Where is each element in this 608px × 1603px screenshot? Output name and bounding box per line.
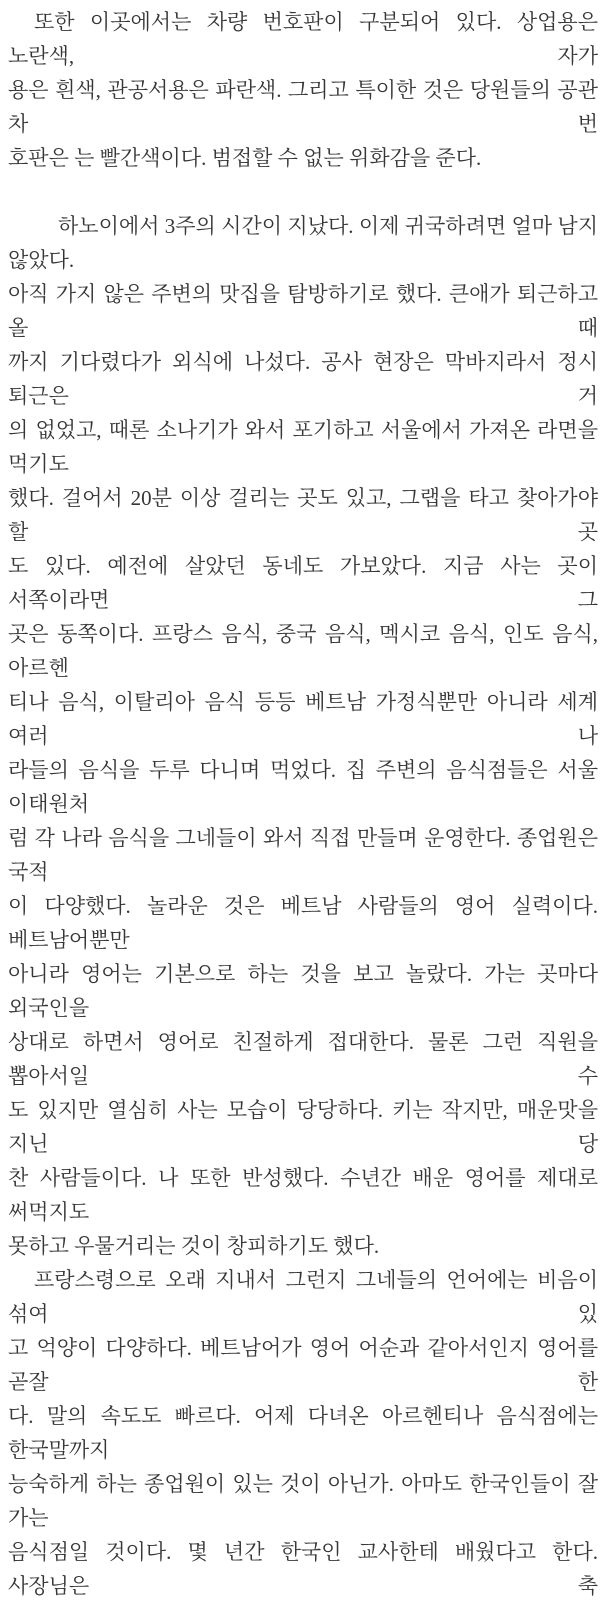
paragraph-1 bbox=[8, 5, 598, 175]
text-line: 호판은 는 빨간색이다. 범접할 수 없는 위화감을 준다. bbox=[8, 146, 482, 170]
text-line: 아니라 영어는 기본으로 하는 것을 보고 놀랐다. 가는 곳마다 외국인을 bbox=[8, 962, 598, 1020]
text-line: 했다. 걸어서 20분 이상 걸리는 곳도 있고, 그랩을 타고 찾아가야 할 곳 bbox=[8, 486, 598, 544]
text-line: 다. 말의 속도도 빠르다. 어제 다녀온 아르헨티나 음식점에는 한국말까지 bbox=[8, 1404, 598, 1462]
text-line: 찬 사람들이다. 나 또한 반성했다. 수년간 배운 영어를 제대로 써먹지도 bbox=[8, 1166, 598, 1224]
text-line: 티나 음식, 이탈리아 음식 등등 베트남 가정식뿐만 아니라 세계 여러 나 bbox=[8, 690, 598, 748]
text-line: 고 억양이 다양하다. 베트남어가 영어 어순과 같아서인지 영어를 곧잘 한 bbox=[8, 1336, 598, 1394]
text-line: 프랑스령으로 오래 지내서 그런지 그네들의 언어에는 비음이 섞여 있 bbox=[8, 1268, 598, 1326]
text-line: 럼 각 나라 음식을 그네들이 와서 직접 만들며 운영한다. 종업원은 국적 bbox=[8, 826, 598, 884]
text-line: 라들의 음식을 두루 다니며 먹었다. 집 주변의 음식점들은 서울 이태원처 bbox=[8, 758, 598, 816]
paragraph-3 bbox=[8, 1263, 598, 1603]
text-line: 상대로 하면서 영어로 친절하게 접대한다. 물론 그런 직원을 뽑아서일 수 bbox=[8, 1030, 598, 1088]
text-line: 이 다양했다. 놀라운 것은 베트남 사람들의 영어 실력이다. 베트남어뿐만 bbox=[8, 894, 598, 952]
text-line: 도 있다. 예전에 살았던 동네도 가보았다. 지금 사는 곳이 서쪽이라면 그 bbox=[8, 554, 598, 612]
text-line: 못하고 우물거리는 것이 창피하기도 했다. bbox=[8, 1234, 380, 1258]
text-line: 능숙하게 하는 종업원이 있는 것이 아닌가. 아마도 한국인들이 잘 가는 bbox=[8, 1472, 598, 1530]
text-line: 까지 기다렸다가 외식에 나섰다. 공사 현장은 막바지라서 정시 퇴근은 거 bbox=[8, 350, 598, 408]
text-line: 하노이에서 3주의 시간이 지났다. 이제 귀국하려면 얼마 남지 않았다. bbox=[8, 214, 598, 272]
paragraph-2 bbox=[8, 209, 598, 1263]
text-line: 곳은 동쪽이다. 프랑스 음식, 중국 음식, 멕시코 음식, 인도 음식, 아르헨 bbox=[8, 622, 598, 680]
text-line: 도 있지만 열심히 사는 모습이 당당하다. 키는 작지만, 매운맛을 지닌 당 bbox=[8, 1098, 598, 1156]
text-line: 음식점일 것이다. 몇 년간 한국인 교사한테 배웠다고 한다. 사장님은 축 bbox=[8, 1540, 598, 1598]
text-line: 아직 가지 않은 주변의 맛집을 탐방하기로 했다. 큰애가 퇴근하고 올 때 bbox=[8, 282, 598, 340]
text-line: 또한 이곳에서는 차량 번호판이 구분되어 있다. 상업용은 노란색, 자가 bbox=[8, 10, 598, 68]
text-line: 의 없었고, 때론 소나기가 와서 포기하고 서울에서 가져온 라면을 먹기도 bbox=[8, 418, 598, 476]
text-line: 용은 흰색, 관공서용은 파란색. 그리고 특이한 것은 당원들의 공관 차 번 bbox=[8, 78, 598, 136]
